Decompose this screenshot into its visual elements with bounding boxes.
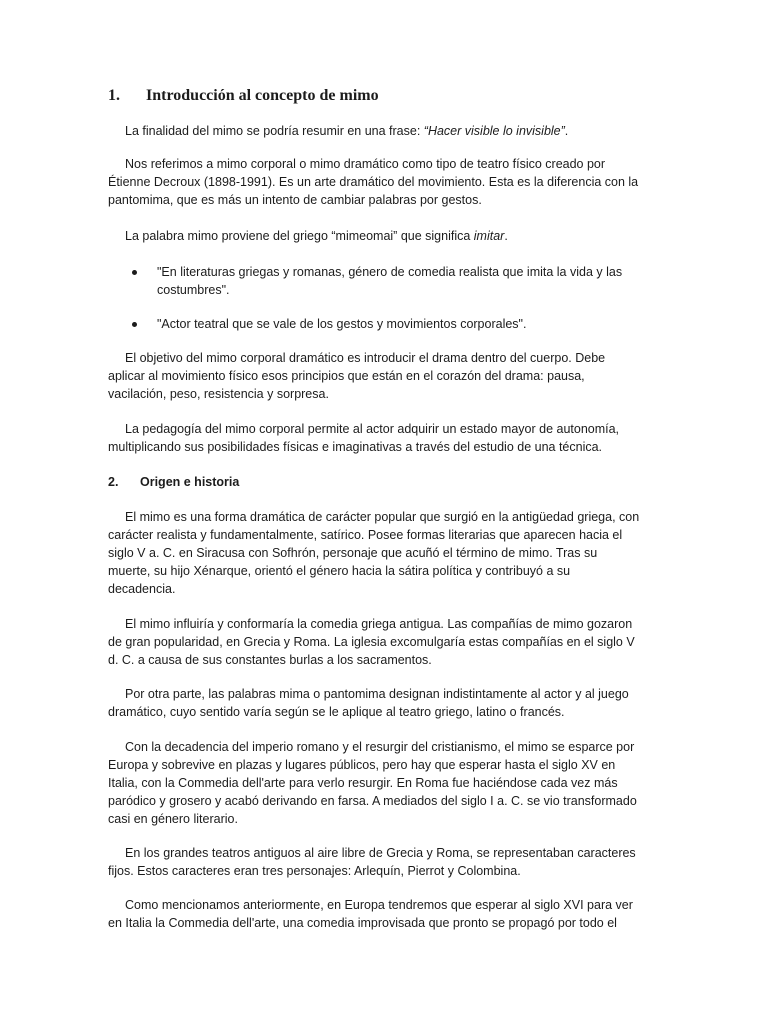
text-line: fijos. Estos caracteres eran tres personajes: Arlequín, Pierrot y Colombina. — [108, 864, 521, 878]
quote-text: “Hacer visible lo invisible” — [423, 124, 565, 138]
text-line: de gran popularidad, en Grecia y Roma. La iglesia excomulgaría estas compañías en el siglo V — [108, 635, 635, 649]
text-line: El mimo influiría y conformaría la comedia griega antigua. Las compañías de mimo gozaron — [125, 617, 633, 631]
paragraph-personajes — [108, 844, 636, 880]
text-line: La pedagogía del mimo corporal permite al actor adquirir un estado mayor de autonomía, — [125, 422, 620, 436]
paragraph-decadencia — [108, 738, 637, 828]
text-line: casi en género literario. — [108, 812, 238, 826]
text-line: Como mencionamos anteriormente, en Europa tendremos que esperar al siglo XVI para ver — [125, 898, 633, 912]
text-line: Por otra parte, las palabras mima o pantomima designan indistintamente al actor y al juego — [125, 687, 629, 701]
text-line: "Actor teatral que se vale de los gestos y movimientos corporales". — [157, 317, 527, 331]
text-line: pantomima, que es más un intento de cambiar palabras por gestos. — [108, 193, 482, 207]
text-span: . — [564, 124, 569, 138]
paragraph-influencia — [108, 615, 635, 669]
text-line: En los grandes teatros antiguos al aire libre de Grecia y Roma, se representaban caracteres — [125, 846, 636, 860]
text-line: Con la decadencia del imperio romano y el resurgir del cristianismo, el mimo se esparce por — [125, 740, 635, 754]
section-number: 1. — [108, 87, 120, 104]
paragraph-objetivo — [108, 349, 605, 403]
text-line — [108, 122, 568, 140]
text-line: Étienne Decroux (1898-1991). Es un arte dramático del movimiento. Esta es la diferencia con la — [108, 175, 639, 189]
text-span: La palabra mimo proviene del griego “mimeomai” que significa — [125, 229, 474, 243]
paragraph-intro — [108, 122, 568, 140]
bullet-item — [108, 263, 622, 299]
text-line: "En literaturas griegas y romanas, género de comedia realista que imita la vida y las — [157, 265, 623, 279]
text-line: costumbres". — [157, 283, 230, 297]
text-line: carácter realista y fundamentalmente, satírico. Posee formas literarias que aparecen hacia el — [108, 528, 623, 542]
section-heading-1 — [108, 86, 379, 106]
emphasis-text: imitar — [473, 229, 505, 243]
text-line: decadencia. — [108, 582, 176, 596]
text-line: multiplicando sus posibilidades físicas e imaginativas a través del estudio de una técnica. — [108, 440, 603, 454]
text-line: Nos referimos a mimo corporal o mimo dramático como tipo de teatro físico creado por — [125, 157, 606, 171]
section-title: Introducción al concepto de mimo — [146, 87, 379, 104]
text-line: en Italia la Commedia dell'arte, una comedia improvisada que pronto se propagó por todo el — [108, 916, 617, 930]
paragraph-decroux — [108, 155, 638, 209]
text-line: siglo V a. C. en Siracusa con Sofhrón, personaje que acuñó el término de mimo. Tras su — [108, 546, 598, 560]
paragraph-origen — [108, 508, 639, 598]
text-line: El objetivo del mimo corporal dramático es introducir el drama dentro del cuerpo. Debe — [125, 351, 606, 365]
section-number: 2. — [108, 475, 119, 489]
bullet-icon — [132, 270, 137, 275]
text-line: muerte, su hijo Xénarque, orientó el género hacia la sátira política y contribuyó a su — [108, 564, 571, 578]
text-line: El mimo es una forma dramática de carácter popular que surgió en la antigüedad griega, con — [125, 510, 640, 524]
paragraph-commedia — [108, 896, 633, 932]
text-span: La finalidad del mimo se podría resumir en una frase: — [125, 124, 424, 138]
text-line: vacilación, peso, resistencia y sorpresa. — [108, 387, 329, 401]
paragraph-etymology — [108, 227, 508, 245]
text-line: Europa y sobrevive en plazas y lugares públicos, pero hay que esperar hasta el siglo XV en — [108, 758, 616, 772]
paragraph-terminos — [108, 685, 629, 721]
bullet-item — [108, 315, 526, 333]
text-line: dramático, cuyo sentido varía según se le aplique al teatro griego, latino o francés. — [108, 705, 565, 719]
section-heading-2 — [108, 473, 239, 491]
paragraph-pedagogia — [108, 420, 619, 456]
text-line: aplicar al movimiento físico esos principios que están en el corazón del drama: pausa, — [108, 369, 585, 383]
section-title: Origen e historia — [140, 475, 240, 489]
text-line — [108, 227, 508, 245]
bullet-icon — [132, 322, 137, 327]
text-span: . — [504, 229, 508, 243]
text-line: Italia, con la Commedia dell'arte para verlo resurgir. En Roma fue haciéndose cada vez más — [108, 776, 618, 790]
text-line: d. C. a causa de sus constantes burlas a los sacramentos. — [108, 653, 432, 667]
text-line: paródico y grosero y acabó derivando en farsa. A mediados del siglo I a. C. se vio transformado — [108, 794, 637, 808]
